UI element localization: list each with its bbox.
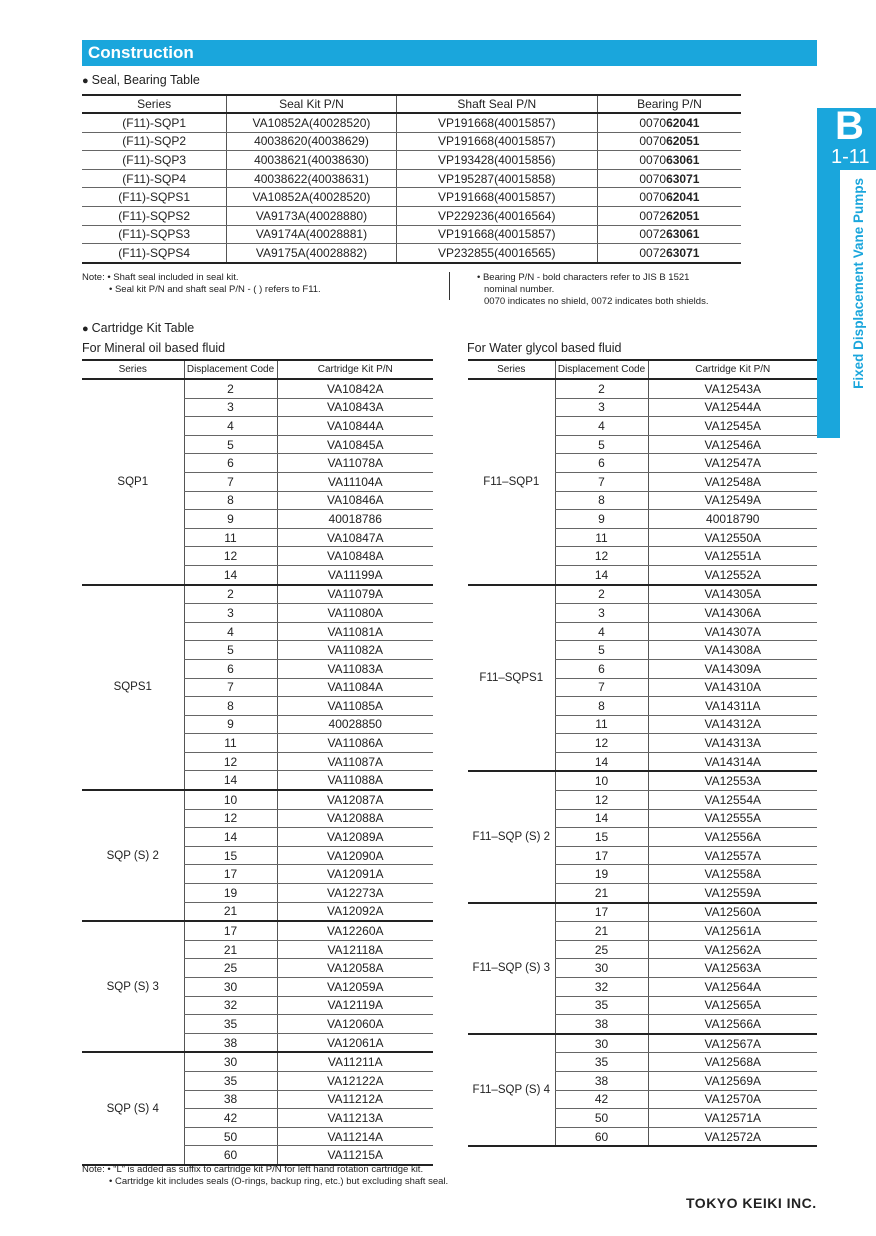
kit-pn-cell: VA12570A bbox=[648, 1090, 817, 1109]
displacement-cell: 30 bbox=[184, 978, 277, 997]
table-row bbox=[82, 790, 433, 809]
seal-cell-series: (F11)-SQPS2 bbox=[82, 206, 227, 225]
series-cell: F11–SQP (S) 3 bbox=[468, 903, 555, 1034]
seal-cell-bearing bbox=[597, 113, 741, 132]
displacement-cell: 38 bbox=[184, 1090, 277, 1109]
kit-pn-cell: VA12569A bbox=[648, 1071, 817, 1090]
bearing-prefix: 0070 bbox=[639, 134, 667, 149]
displacement-cell: 2 bbox=[184, 585, 277, 604]
kit-pn-cell: VA12571A bbox=[648, 1109, 817, 1128]
kit-pn-cell: VA12559A bbox=[648, 884, 817, 903]
kit-pn-cell: VA12551A bbox=[648, 547, 817, 566]
displacement-cell: 5 bbox=[184, 641, 277, 660]
displacement-cell: 12 bbox=[184, 752, 277, 771]
series-cell: F11–SQPS1 bbox=[468, 585, 555, 772]
kit-pn-cell: VA11088A bbox=[277, 771, 433, 790]
seal-cell-bearing bbox=[597, 188, 741, 207]
bearing-prefix: 0070 bbox=[639, 190, 667, 205]
kit-pn-cell: VA14311A bbox=[648, 697, 817, 716]
displacement-cell: 9 bbox=[555, 510, 648, 529]
displacement-cell: 19 bbox=[184, 884, 277, 903]
kit-pn-cell: VA11104A bbox=[277, 472, 433, 491]
col-displacement: Displacement Code bbox=[555, 360, 648, 379]
displacement-cell: 2 bbox=[555, 585, 648, 604]
seal-cell-kit: VA10852A(40028520) bbox=[227, 188, 396, 207]
displacement-cell: 10 bbox=[555, 771, 648, 790]
displacement-cell: 8 bbox=[555, 491, 648, 510]
kit-pn-cell: VA12561A bbox=[648, 922, 817, 941]
table-row bbox=[82, 244, 741, 263]
kit-pn-cell: VA14312A bbox=[648, 715, 817, 734]
table-row bbox=[82, 151, 741, 170]
displacement-cell: 11 bbox=[184, 528, 277, 547]
displacement-cell: 4 bbox=[555, 622, 648, 641]
seal-cell-kit: VA10852A(40028520) bbox=[227, 113, 396, 132]
kit-pn-cell: VA10842A bbox=[277, 379, 433, 398]
bearing-nominal: 63071 bbox=[666, 171, 700, 186]
displacement-cell: 6 bbox=[184, 659, 277, 678]
kit-pn-cell: VA12549A bbox=[648, 491, 817, 510]
displacement-cell: 3 bbox=[555, 604, 648, 623]
displacement-cell: 12 bbox=[555, 791, 648, 810]
bearing-note-1: • Bearing P/N - bold characters refer to JIS B 1521 bbox=[477, 272, 690, 283]
displacement-cell: 17 bbox=[184, 865, 277, 884]
series-cell: SQPS1 bbox=[82, 585, 184, 791]
kit-pn-cell: VA12546A bbox=[648, 435, 817, 454]
kit-pn-cell: VA12552A bbox=[648, 565, 817, 584]
mineral-title: For Mineral oil based fluid bbox=[82, 341, 226, 355]
col-kit-pn: Cartridge Kit P/N bbox=[648, 360, 817, 379]
kit-pn-cell: VA11078A bbox=[277, 454, 433, 473]
kit-pn-cell: VA10845A bbox=[277, 435, 433, 454]
kit-pn-cell: VA12060A bbox=[277, 1015, 433, 1034]
displacement-cell: 14 bbox=[184, 828, 277, 847]
kit-pn-cell: VA11082A bbox=[277, 641, 433, 660]
displacement-cell: 11 bbox=[555, 528, 648, 547]
displacement-cell: 50 bbox=[555, 1109, 648, 1128]
displacement-cell: 6 bbox=[555, 454, 648, 473]
kit-pn-cell: VA11085A bbox=[277, 697, 433, 716]
displacement-cell: 10 bbox=[184, 790, 277, 809]
kit-pn-cell: VA14305A bbox=[648, 585, 817, 604]
displacement-cell: 8 bbox=[184, 491, 277, 510]
series-cell: SQP1 bbox=[82, 379, 184, 585]
kit-pn-cell: VA10847A bbox=[277, 528, 433, 547]
kit-pn-cell: 40018786 bbox=[277, 510, 433, 529]
water-title: For Water glycol based fluid bbox=[467, 341, 622, 355]
bearing-note-2: nominal number. bbox=[484, 284, 555, 295]
bearing-nominal: 62041 bbox=[666, 190, 700, 205]
displacement-cell: 15 bbox=[184, 846, 277, 865]
displacement-cell: 21 bbox=[555, 884, 648, 903]
bearing-prefix: 0072 bbox=[639, 208, 667, 223]
kit-pn-cell: VA12061A bbox=[277, 1033, 433, 1052]
kit-pn-cell: VA11081A bbox=[277, 622, 433, 641]
bearing-nominal: 62051 bbox=[666, 208, 700, 223]
kit-pn-cell: VA14307A bbox=[648, 622, 817, 641]
displacement-cell: 7 bbox=[555, 678, 648, 697]
table-row bbox=[82, 585, 433, 604]
bearing-prefix: 0072 bbox=[639, 227, 667, 242]
table-row bbox=[82, 1052, 433, 1071]
series-cell: SQP (S) 2 bbox=[82, 790, 184, 921]
col-bearing: Bearing P/N bbox=[597, 95, 741, 113]
bearing-prefix: 0070 bbox=[639, 171, 667, 186]
seal-cell-bearing bbox=[597, 225, 741, 244]
col-displacement: Displacement Code bbox=[184, 360, 277, 379]
kit-pn-cell: VA12089A bbox=[277, 828, 433, 847]
col-series: Series bbox=[82, 360, 184, 379]
kit-pn-cell: VA14309A bbox=[648, 659, 817, 678]
kit-pn-cell: VA12092A bbox=[277, 902, 433, 921]
col-series: Series bbox=[468, 360, 555, 379]
displacement-cell: 7 bbox=[184, 678, 277, 697]
kit-pn-cell: VA12059A bbox=[277, 978, 433, 997]
side-tab-page: 1-11 bbox=[831, 146, 870, 168]
bearing-prefix: 0072 bbox=[639, 245, 667, 260]
col-shaft-seal: Shaft Seal P/N bbox=[396, 95, 597, 113]
kit-pn-cell: VA14308A bbox=[648, 641, 817, 660]
kit-pn-cell: 40028850 bbox=[277, 715, 433, 734]
kit-pn-cell: VA11080A bbox=[277, 604, 433, 623]
seal-note-2: • Seal kit P/N and shaft seal P/N - ( ) refers to F11. bbox=[109, 284, 321, 295]
table-row bbox=[82, 379, 433, 398]
kit-pn-cell: VA14313A bbox=[648, 734, 817, 753]
kit-pn-cell: VA12553A bbox=[648, 771, 817, 790]
table-row bbox=[82, 132, 741, 151]
kit-pn-cell: 40018790 bbox=[648, 510, 817, 529]
displacement-cell: 5 bbox=[184, 435, 277, 454]
table-row bbox=[82, 113, 741, 132]
seal-cell-shaft: VP193428(40015856) bbox=[396, 151, 597, 170]
table-row bbox=[82, 169, 741, 188]
displacement-cell: 9 bbox=[184, 510, 277, 529]
kit-pn-cell: VA12568A bbox=[648, 1053, 817, 1072]
kit-pn-cell: VA12088A bbox=[277, 809, 433, 828]
displacement-cell: 4 bbox=[555, 417, 648, 436]
kit-pn-cell: VA12563A bbox=[648, 959, 817, 978]
displacement-cell: 32 bbox=[184, 996, 277, 1015]
seal-cell-shaft: VP191668(40015857) bbox=[396, 225, 597, 244]
displacement-cell: 32 bbox=[555, 978, 648, 997]
displacement-cell: 2 bbox=[555, 379, 648, 398]
cartridge-table-heading: ● Cartridge Kit Table bbox=[82, 321, 194, 335]
kit-pn-cell: VA12544A bbox=[648, 398, 817, 417]
displacement-cell: 2 bbox=[184, 379, 277, 398]
section-header: Construction bbox=[82, 40, 817, 66]
kit-pn-cell: VA11199A bbox=[277, 565, 433, 584]
table-row bbox=[468, 379, 817, 398]
seal-note-1: Note: • Shaft seal included in seal kit. bbox=[82, 272, 239, 283]
bearing-note-3: 0070 indicates no shield, 0072 indicates both shields. bbox=[484, 296, 709, 307]
kit-pn-cell: VA12273A bbox=[277, 884, 433, 903]
seal-cell-bearing bbox=[597, 151, 741, 170]
displacement-cell: 8 bbox=[184, 697, 277, 716]
displacement-cell: 5 bbox=[555, 435, 648, 454]
kit-pn-cell: VA12118A bbox=[277, 940, 433, 959]
water-cartridge-table bbox=[468, 359, 817, 1147]
cartridge-note-1: Note: • “L” is added as suffix to cartridge kit P/N for left hand rotation cartridge kit. bbox=[82, 1164, 424, 1175]
kit-pn-cell: VA12087A bbox=[277, 790, 433, 809]
kit-pn-cell: VA12545A bbox=[648, 417, 817, 436]
kit-pn-cell: VA12058A bbox=[277, 959, 433, 978]
side-tab-letter: B bbox=[835, 104, 864, 148]
seal-cell-kit: VA9174A(40028881) bbox=[227, 225, 396, 244]
kit-pn-cell: VA10843A bbox=[277, 398, 433, 417]
kit-pn-cell: VA12555A bbox=[648, 809, 817, 828]
kit-pn-cell: VA11084A bbox=[277, 678, 433, 697]
col-seal-kit: Seal Kit P/N bbox=[227, 95, 396, 113]
kit-pn-cell: VA12572A bbox=[648, 1127, 817, 1146]
mineral-cartridge-table bbox=[82, 359, 433, 1166]
seal-cell-series: (F11)-SQPS4 bbox=[82, 244, 227, 263]
displacement-cell: 25 bbox=[184, 959, 277, 978]
displacement-cell: 15 bbox=[555, 828, 648, 847]
displacement-cell: 35 bbox=[555, 996, 648, 1015]
series-cell: SQP (S) 4 bbox=[82, 1052, 184, 1165]
displacement-cell: 8 bbox=[555, 697, 648, 716]
kit-pn-cell: VA12560A bbox=[648, 903, 817, 922]
bearing-prefix: 0070 bbox=[639, 152, 667, 167]
seal-cell-kit: VA9173A(40028880) bbox=[227, 206, 396, 225]
kit-pn-cell: VA11215A bbox=[277, 1146, 433, 1165]
displacement-cell: 9 bbox=[184, 715, 277, 734]
kit-pn-cell: VA14314A bbox=[648, 752, 817, 771]
table-row bbox=[468, 585, 817, 604]
seal-cell-series: (F11)-SQPS3 bbox=[82, 225, 227, 244]
seal-cell-shaft: VP195287(40015858) bbox=[396, 169, 597, 188]
kit-pn-cell: VA11213A bbox=[277, 1109, 433, 1128]
kit-pn-cell: VA12556A bbox=[648, 828, 817, 847]
displacement-cell: 6 bbox=[555, 659, 648, 678]
table-row bbox=[82, 921, 433, 940]
displacement-cell: 3 bbox=[184, 604, 277, 623]
seal-cell-series: (F11)-SQPS1 bbox=[82, 188, 227, 207]
kit-pn-cell: VA11212A bbox=[277, 1090, 433, 1109]
kit-pn-cell: VA11086A bbox=[277, 734, 433, 753]
kit-pn-cell: VA10846A bbox=[277, 491, 433, 510]
displacement-cell: 12 bbox=[555, 734, 648, 753]
displacement-cell: 3 bbox=[184, 398, 277, 417]
kit-pn-cell: VA12119A bbox=[277, 996, 433, 1015]
displacement-cell: 14 bbox=[184, 771, 277, 790]
table-row bbox=[468, 1034, 817, 1053]
seal-cell-bearing bbox=[597, 132, 741, 151]
kit-pn-cell: VA12562A bbox=[648, 940, 817, 959]
displacement-cell: 21 bbox=[184, 940, 277, 959]
displacement-cell: 14 bbox=[184, 565, 277, 584]
displacement-cell: 17 bbox=[555, 846, 648, 865]
kit-pn-cell: VA14306A bbox=[648, 604, 817, 623]
bearing-nominal: 62041 bbox=[666, 115, 700, 130]
displacement-cell: 14 bbox=[555, 565, 648, 584]
seal-cell-shaft: VP232855(40016565) bbox=[396, 244, 597, 263]
kit-pn-cell: VA12554A bbox=[648, 791, 817, 810]
kit-pn-cell: VA12260A bbox=[277, 921, 433, 940]
displacement-cell: 14 bbox=[555, 752, 648, 771]
seal-cell-shaft: VP229236(40016564) bbox=[396, 206, 597, 225]
displacement-cell: 21 bbox=[555, 922, 648, 941]
col-series: Series bbox=[82, 95, 227, 113]
kit-pn-cell: VA12565A bbox=[648, 996, 817, 1015]
displacement-cell: 30 bbox=[555, 959, 648, 978]
kit-pn-cell: VA11083A bbox=[277, 659, 433, 678]
displacement-cell: 42 bbox=[184, 1109, 277, 1128]
displacement-cell: 7 bbox=[184, 472, 277, 491]
kit-pn-cell: VA11079A bbox=[277, 585, 433, 604]
displacement-cell: 6 bbox=[184, 454, 277, 473]
table-row bbox=[82, 188, 741, 207]
displacement-cell: 12 bbox=[184, 809, 277, 828]
kit-pn-cell: VA12091A bbox=[277, 865, 433, 884]
kit-pn-cell: VA11214A bbox=[277, 1127, 433, 1146]
displacement-cell: 38 bbox=[184, 1033, 277, 1052]
displacement-cell: 17 bbox=[184, 921, 277, 940]
seal-cell-kit: 40038621(40038630) bbox=[227, 151, 396, 170]
seal-cell-kit: 40038620(40038629) bbox=[227, 132, 396, 151]
seal-cell-series: (F11)-SQP3 bbox=[82, 151, 227, 170]
seal-table-heading: ● Seal, Bearing Table bbox=[82, 73, 200, 87]
seal-cell-series: (F11)-SQP4 bbox=[82, 169, 227, 188]
displacement-cell: 4 bbox=[184, 417, 277, 436]
kit-pn-cell: VA12548A bbox=[648, 472, 817, 491]
seal-cell-series: (F11)-SQP1 bbox=[82, 113, 227, 132]
cartridge-note-2: • Cartridge kit includes seals (O-rings, backup ring, etc.) but excluding shaft seal. bbox=[109, 1176, 449, 1187]
displacement-cell: 5 bbox=[555, 641, 648, 660]
bearing-nominal: 62051 bbox=[666, 134, 700, 149]
displacement-cell: 50 bbox=[184, 1127, 277, 1146]
table-row bbox=[468, 771, 817, 790]
displacement-cell: 11 bbox=[184, 734, 277, 753]
series-cell: F11–SQP1 bbox=[468, 379, 555, 585]
kit-pn-cell: VA11087A bbox=[277, 752, 433, 771]
seal-cell-shaft: VP191668(40015857) bbox=[396, 132, 597, 151]
kit-pn-cell: VA12566A bbox=[648, 1015, 817, 1034]
seal-bearing-table bbox=[82, 94, 741, 264]
displacement-cell: 38 bbox=[555, 1015, 648, 1034]
series-cell: F11–SQP (S) 2 bbox=[468, 771, 555, 902]
col-kit-pn: Cartridge Kit P/N bbox=[277, 360, 433, 379]
displacement-cell: 3 bbox=[555, 398, 648, 417]
kit-pn-cell: VA12567A bbox=[648, 1034, 817, 1053]
table-row bbox=[82, 206, 741, 225]
seal-cell-kit: VA9175A(40028882) bbox=[227, 244, 396, 263]
kit-pn-cell: VA10848A bbox=[277, 547, 433, 566]
table-row bbox=[468, 903, 817, 922]
kit-pn-cell: VA12543A bbox=[648, 379, 817, 398]
kit-pn-cell: VA12547A bbox=[648, 454, 817, 473]
displacement-cell: 30 bbox=[555, 1034, 648, 1053]
displacement-cell: 60 bbox=[184, 1146, 277, 1165]
bearing-nominal: 63071 bbox=[666, 245, 700, 260]
table-row bbox=[82, 225, 741, 244]
displacement-cell: 35 bbox=[555, 1053, 648, 1072]
displacement-cell: 17 bbox=[555, 903, 648, 922]
kit-pn-cell: VA12090A bbox=[277, 846, 433, 865]
displacement-cell: 14 bbox=[555, 809, 648, 828]
displacement-cell: 11 bbox=[555, 715, 648, 734]
displacement-cell: 25 bbox=[555, 940, 648, 959]
seal-cell-kit: 40038622(40038631) bbox=[227, 169, 396, 188]
displacement-cell: 12 bbox=[555, 547, 648, 566]
bearing-prefix: 0070 bbox=[639, 115, 667, 130]
kit-pn-cell: VA12558A bbox=[648, 865, 817, 884]
displacement-cell: 38 bbox=[555, 1071, 648, 1090]
displacement-cell: 12 bbox=[184, 547, 277, 566]
bearing-nominal: 63061 bbox=[666, 152, 700, 167]
seal-cell-shaft: VP191668(40015857) bbox=[396, 113, 597, 132]
kit-pn-cell: VA12550A bbox=[648, 528, 817, 547]
kit-pn-cell: VA12122A bbox=[277, 1071, 433, 1090]
series-cell: F11–SQP (S) 4 bbox=[468, 1034, 555, 1147]
displacement-cell: 35 bbox=[184, 1071, 277, 1090]
kit-pn-cell: VA14310A bbox=[648, 678, 817, 697]
kit-pn-cell: VA10844A bbox=[277, 417, 433, 436]
displacement-cell: 60 bbox=[555, 1127, 648, 1146]
displacement-cell: 35 bbox=[184, 1015, 277, 1034]
seal-cell-bearing bbox=[597, 206, 741, 225]
series-cell: SQP (S) 3 bbox=[82, 921, 184, 1052]
kit-pn-cell: VA12564A bbox=[648, 978, 817, 997]
displacement-cell: 30 bbox=[184, 1052, 277, 1071]
kit-pn-cell: VA11211A bbox=[277, 1052, 433, 1071]
displacement-cell: 42 bbox=[555, 1090, 648, 1109]
bearing-nominal: 63061 bbox=[666, 227, 700, 242]
displacement-cell: 21 bbox=[184, 902, 277, 921]
displacement-cell: 7 bbox=[555, 472, 648, 491]
kit-pn-cell: VA12557A bbox=[648, 846, 817, 865]
seal-cell-shaft: VP191668(40015857) bbox=[396, 188, 597, 207]
displacement-cell: 19 bbox=[555, 865, 648, 884]
seal-cell-series: (F11)-SQP2 bbox=[82, 132, 227, 151]
side-tab-section: Fixed Displacement Vane Pumps bbox=[851, 178, 866, 389]
seal-cell-bearing bbox=[597, 169, 741, 188]
company-brand: TOKYO KEIKI INC. bbox=[686, 1195, 817, 1211]
seal-cell-bearing bbox=[597, 244, 741, 263]
note-divider bbox=[449, 272, 450, 300]
displacement-cell: 4 bbox=[184, 622, 277, 641]
